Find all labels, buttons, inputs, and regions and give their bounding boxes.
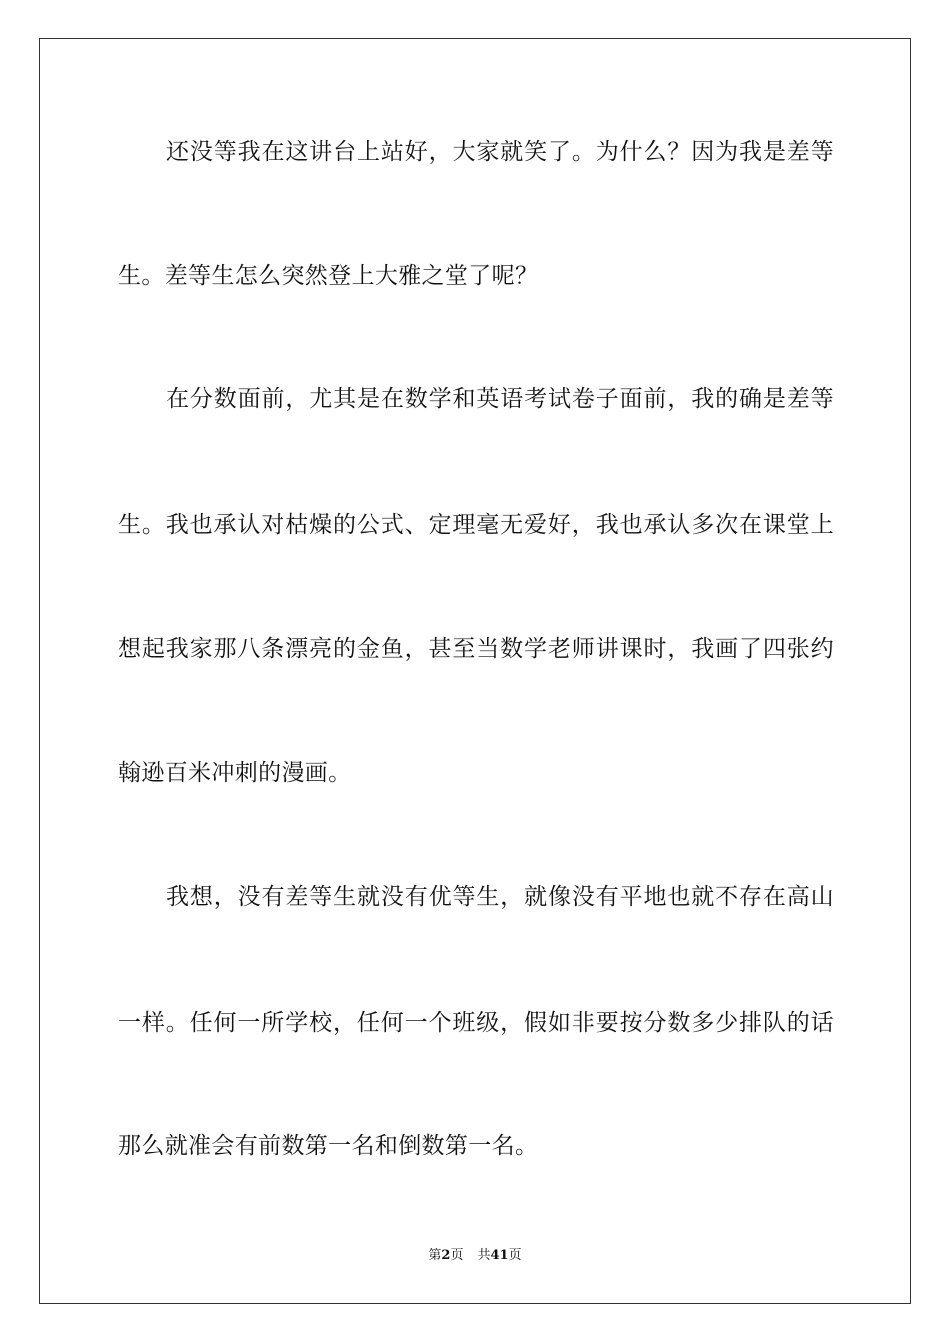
- paragraph-2-line-2: 生。我也承认对枯燥的公式、定理毫无爱好，我也承认多次在课堂上: [118, 512, 834, 538]
- page-suffix: 页: [450, 1248, 464, 1263]
- paragraph-2-line-1: 在分数面前，尤其是在数学和英语考试卷子面前，我的确是差等: [166, 386, 834, 412]
- paragraph-2-line-3: 想起我家那八条漂亮的金鱼，甚至当数学老师讲课时，我画了四张约: [118, 636, 834, 662]
- paragraph-3-line-3: 那么就准会有前数第一名和倒数第一名。: [118, 1133, 539, 1159]
- page-footer: [0, 1247, 950, 1265]
- page-prefix: 第: [428, 1248, 442, 1263]
- paragraph-3-line-2: 一样。任何一所学校，任何一个班级，假如非要按分数多少排队的话: [118, 1010, 834, 1036]
- paragraph-3-line-1: 我想，没有差等生就没有优等生，就像没有平地也就不存在高山: [166, 884, 834, 910]
- total-pages: 41: [490, 1248, 509, 1263]
- total-suffix: 页: [508, 1248, 522, 1263]
- paragraph-2-line-4: 翰逊百米冲刺的漫画。: [118, 760, 352, 786]
- total-prefix: 共: [477, 1248, 491, 1263]
- paragraph-1-line-1: 还没等我在这讲台上站好，大家就笑了。为什么？因为我是差等: [166, 139, 834, 165]
- page-number: 2: [441, 1248, 451, 1263]
- paragraph-1-line-2: 生。差等生怎么突然登上大雅之堂了呢？: [118, 263, 539, 289]
- page-border: [39, 38, 911, 1304]
